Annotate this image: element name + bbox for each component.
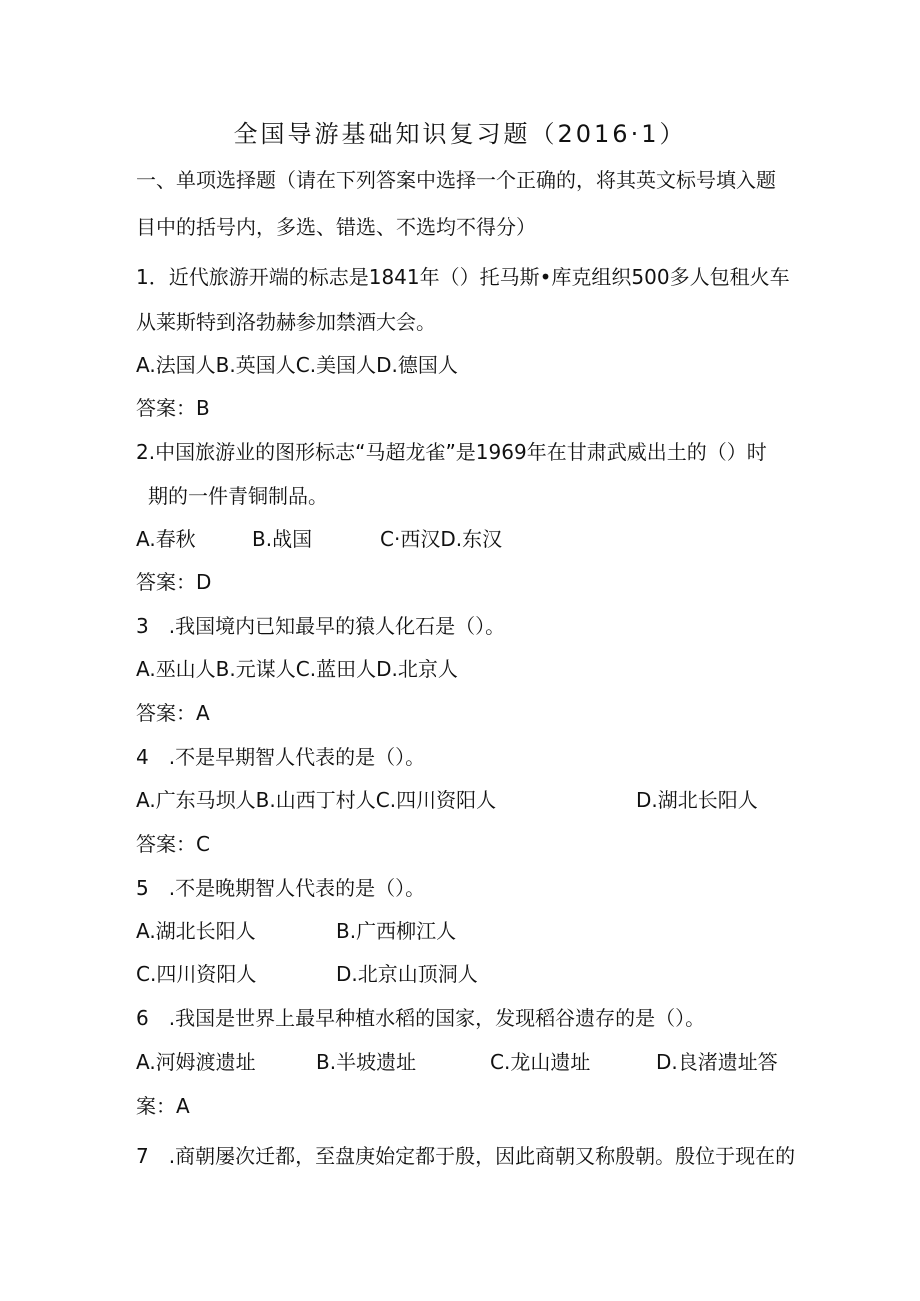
question-1-options: A.法国人B.英国人C.美国人D.德国人 xyxy=(136,353,458,377)
question-6-option-c: C.龙山遗址 xyxy=(490,1050,591,1074)
question-2-option-a: A.春秋 xyxy=(136,527,196,551)
question-4-option-d: D.湖北长阳人 xyxy=(636,788,758,812)
question-3-text: 3 .我国境内已知最早的猿人化石是（）。 xyxy=(136,614,506,638)
question-2-answer: 答案：D xyxy=(136,570,212,594)
question-6-text: 6 .我国是世界上最早种植水稻的国家，发现稻谷遗存的是（）。 xyxy=(136,1006,706,1030)
question-5-option-d: D.北京山顶洞人 xyxy=(336,962,478,986)
question-6-option-b: B.半坡遗址 xyxy=(316,1050,417,1074)
question-5-text: 5 .不是晚期智人代表的是（）。 xyxy=(136,876,426,900)
question-1-text-cont: 从莱斯特到洛勃赫参加禁酒大会。 xyxy=(136,310,436,334)
question-1-text: 1．近代旅游开端的标志是1841年（）托马斯•库克组织500多人包租火车 xyxy=(136,265,790,289)
question-3-options: A.巫山人B.元谋人C.蓝田人D.北京人 xyxy=(136,657,458,681)
question-1-answer: 答案：B xyxy=(136,396,210,420)
question-5-option-c: C.四川资阳人 xyxy=(136,962,257,986)
question-7-text: 7 .商朝屡次迁都，至盘庚始定都于殷，因此商朝又称殷朝。殷位于现在的 xyxy=(136,1144,796,1168)
question-2-text-cont: 期的一件青铜制品。 xyxy=(148,484,328,508)
question-4-text: 4 .不是早期智人代表的是（）。 xyxy=(136,745,426,769)
question-5-option-b: B.广西柳江人 xyxy=(336,919,457,943)
page-title: 全国导游基础知识复习题（2016·1） xyxy=(233,120,687,148)
section-heading-line-2: 目中的括号内，多选、错选、不选均不得分） xyxy=(136,215,536,239)
question-4-answer: 答案：C xyxy=(136,832,210,856)
question-6-option-d: D.良渚遗址答 xyxy=(656,1050,778,1074)
question-5-option-a: A.湖北长阳人 xyxy=(136,919,256,943)
question-2-option-b: B.战国 xyxy=(252,527,313,551)
question-3-answer: 答案：A xyxy=(136,701,210,725)
section-heading-line-1: 一、单项选择题（请在下列答案中选择一个正确的，将其英文标号填入题 xyxy=(136,168,776,192)
question-6-answer: 案：A xyxy=(136,1094,190,1118)
question-4-options-abc: A.广东马坝人B.山西丁村人C.四川资阳人 xyxy=(136,788,497,812)
question-2-option-cd: C·西汉D.东汉 xyxy=(380,527,503,551)
question-6-option-a: A.河姆渡遗址 xyxy=(136,1050,256,1074)
question-2-text: 2.中国旅游业的图形标志“马超龙雀”是1969年在甘肃武威出土的（）时 xyxy=(136,440,767,464)
